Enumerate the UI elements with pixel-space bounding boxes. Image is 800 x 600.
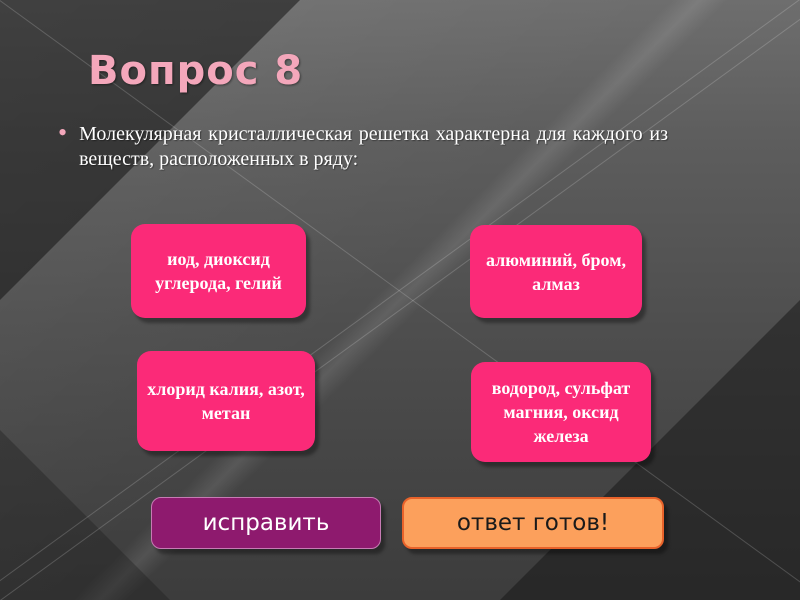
answer-option-4[interactable]: водород, сульфат магния, оксид железа	[471, 362, 651, 462]
fix-button[interactable]: исправить	[151, 497, 381, 549]
answer-ready-button[interactable]: ответ готов!	[402, 497, 664, 549]
bullet-icon: •	[58, 118, 68, 147]
corner-decoration-bottom-left	[0, 430, 170, 600]
page-title: Вопрос 8	[88, 48, 304, 94]
question-block	[58, 118, 668, 172]
answer-option-3[interactable]: хлорид калия, азот, метан	[137, 351, 315, 451]
answer-option-2[interactable]: алюминий, бром, алмаз	[470, 225, 642, 318]
question-text: Молекулярная кристаллическая решетка характерна для каждого из веществ, расположенных в ряду:	[79, 123, 668, 170]
answer-option-1[interactable]: иод, диоксид углерода, гелий	[131, 224, 306, 318]
diagonal-line-decoration	[0, 12, 800, 600]
